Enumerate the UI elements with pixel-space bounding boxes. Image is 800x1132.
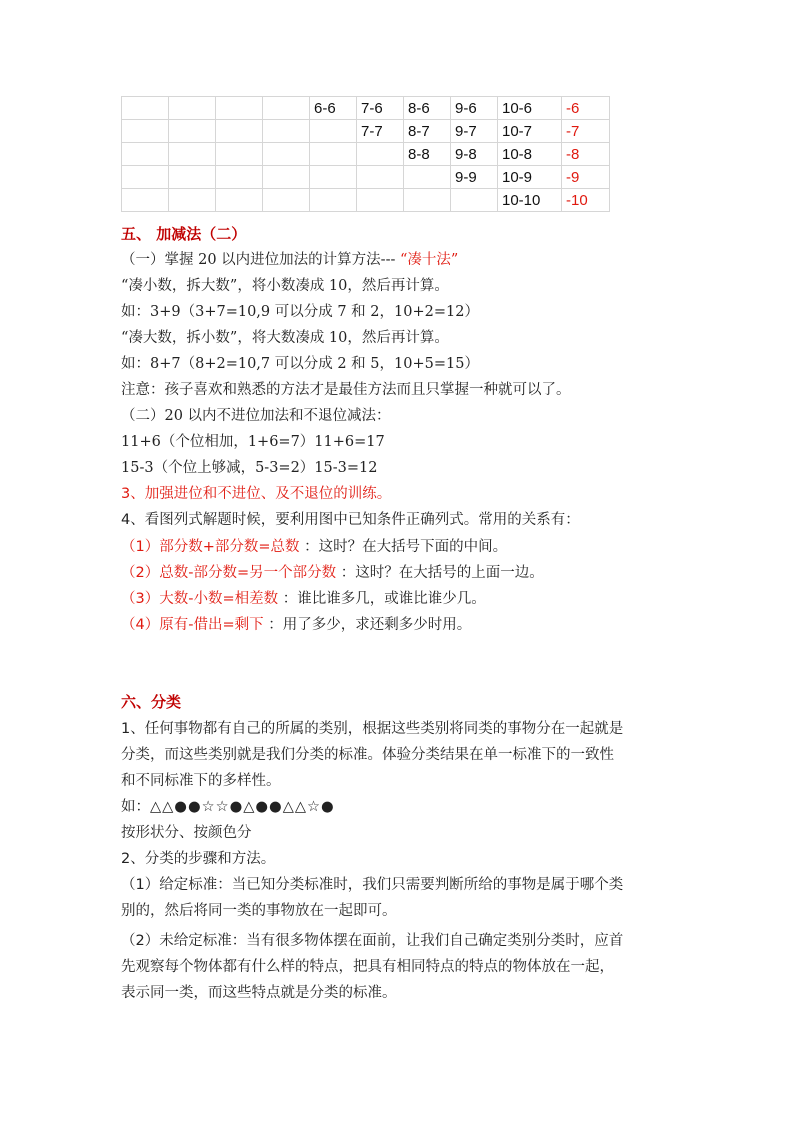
relation-3-formula: （3）大数-小数=相差数 (121, 591, 279, 607)
section6-p2: 2、分类的步骤和方法。 (121, 851, 276, 867)
table-cell (216, 166, 263, 189)
table-cell (357, 143, 404, 166)
shape-example (121, 796, 335, 818)
section6-heading: 六、分类 (121, 693, 182, 711)
relation-1-note: ：这时？在大括号下面的中间。 (299, 539, 508, 555)
table-cell (404, 166, 451, 189)
section5-line1 (121, 249, 458, 271)
section5-heading: 五、 加减法（二） (121, 225, 247, 243)
table-cell (216, 120, 263, 143)
section6-p4-line1: （2）未给定标准：当有很多物体摆在面前，让我们自己确定类别分类时，应首 (121, 933, 624, 949)
section5-line8: 11+6（个位相加，1+6=7）11+6=17 (121, 434, 385, 450)
relation-4-formula: （4）原有-借出=剩下 (121, 617, 264, 633)
table-cell (122, 143, 169, 166)
table-cell: 8-6 (404, 97, 451, 120)
table-cell (357, 189, 404, 212)
section6-p4-line2: 先观察每个物体都有什么样的特点，把具有相同特点的特点的物体放在一起， (121, 959, 614, 975)
table-row (122, 189, 610, 212)
table-cell (122, 166, 169, 189)
table-cell (169, 143, 216, 166)
section6-p1-line1: 1、任何事物都有自己的所属的类别，根据这些类别将同类的事物分在一起就是 (121, 721, 624, 737)
table-cell: 8-8 (404, 143, 451, 166)
example-shapes: △△●●☆☆●△●●△△☆● (150, 799, 335, 815)
table-cell: 9-6 (451, 97, 498, 120)
table-cell: 9-9 (451, 166, 498, 189)
table-cell (216, 189, 263, 212)
table-cell (404, 189, 451, 212)
table-cell (216, 97, 263, 120)
relation-3 (121, 588, 486, 610)
table-cell (263, 143, 310, 166)
table-row (122, 120, 610, 143)
section6-p3-line2: 别的，然后将同一类的事物放在一起即可。 (121, 903, 397, 919)
section5-line11: 4、看图列式解题时候，要利用图中已知条件正确列式。常用的关系有： (121, 512, 580, 528)
section6-p4-line3: 表示同一类，而这些特点就是分类的标准。 (121, 985, 397, 1001)
table-row (122, 143, 610, 166)
table-cell (169, 97, 216, 120)
section5-line2: “凑小数，拆大数”，将小数凑成 10，然后再计算。 (121, 278, 449, 294)
table-cell (310, 143, 357, 166)
section5-line4: “凑大数，拆小数”，将大数凑成 10，然后再计算。 (121, 330, 449, 346)
section5-line10: 3、加强进位和不进位、及不退位的训练。 (121, 486, 392, 502)
table-cell (122, 189, 169, 212)
table-cell: 6-6 (310, 97, 357, 120)
table-row (122, 166, 610, 189)
section5-line9: 15-3（个位上够减，5-3=2）15-3=12 (121, 460, 378, 476)
table-cell (263, 97, 310, 120)
table-cell (263, 166, 310, 189)
table-cell: -7 (562, 120, 610, 143)
table-cell: -6 (562, 97, 610, 120)
table-cell (122, 97, 169, 120)
table-body (122, 97, 610, 212)
relation-1 (121, 536, 507, 558)
relation-2-note: ：这时？在大括号的上面一边。 (336, 565, 544, 581)
table-cell: 9-7 (451, 120, 498, 143)
line1-text: （一）掌握 20 以内进位加法的计算方法--- (121, 252, 400, 268)
relation-1-formula: （1）部分数+部分数=总数 (121, 539, 300, 555)
table-cell: 9-8 (451, 143, 498, 166)
relation-4 (121, 614, 471, 636)
table-cell: -8 (562, 143, 610, 166)
relation-4-note: ：用了多少，求还剩多少时用。 (263, 617, 472, 633)
section5-line7: （二）20 以内不进位加法和不退位减法： (121, 408, 391, 424)
table-cell: 10-9 (498, 166, 562, 189)
table-cell (357, 166, 404, 189)
line1-highlight: “凑十法” (399, 252, 459, 268)
section6-by: 按形状分、按颜色分 (121, 825, 252, 841)
table-cell: 10-10 (498, 189, 562, 212)
table-cell (310, 120, 357, 143)
table-cell (216, 143, 263, 166)
table-cell (310, 166, 357, 189)
relation-3-note: ：谁比谁多几，或谁比谁少几。 (278, 591, 486, 607)
table-cell (169, 189, 216, 212)
section6-p1-line3: 和不同标准下的多样性。 (121, 773, 281, 789)
table-cell (169, 120, 216, 143)
table-cell: 10-7 (498, 120, 562, 143)
table-row (122, 97, 610, 120)
table-cell (451, 189, 498, 212)
table-cell: 10-8 (498, 143, 562, 166)
relation-2-formula: （2）总数-部分数=另一个部分数 (121, 565, 337, 581)
section6-p3-line1: （1）给定标准：当已知分类标准时，我们只需要判断所给的事物是属于哪个类 (121, 877, 624, 893)
subtraction-table (121, 96, 610, 212)
table-cell (263, 120, 310, 143)
table-cell: -10 (562, 189, 610, 212)
table-cell: -9 (562, 166, 610, 189)
example-label: 如： (121, 799, 150, 815)
table-cell: 10-6 (498, 97, 562, 120)
table-cell: 7-6 (357, 97, 404, 120)
relation-2 (121, 562, 544, 584)
table-cell (310, 189, 357, 212)
section5-line3: 如：3+9（3+7=10,9 可以分成 7 和 2，10+2=12） (121, 304, 479, 320)
table-cell: 7-7 (357, 120, 404, 143)
table-cell: 8-7 (404, 120, 451, 143)
section5-line6: 注意：孩子喜欢和熟悉的方法才是最佳方法而且只掌握一种就可以了。 (121, 382, 571, 398)
table-cell (169, 166, 216, 189)
table-cell (122, 120, 169, 143)
table-cell (263, 189, 310, 212)
section5-line5: 如：8+7（8+2=10,7 可以分成 2 和 5，10+5=15） (121, 356, 479, 372)
section6-p1-line2: 分类，而这些类别就是我们分类的标准。体验分类结果在单一标准下的一致性 (121, 747, 614, 763)
